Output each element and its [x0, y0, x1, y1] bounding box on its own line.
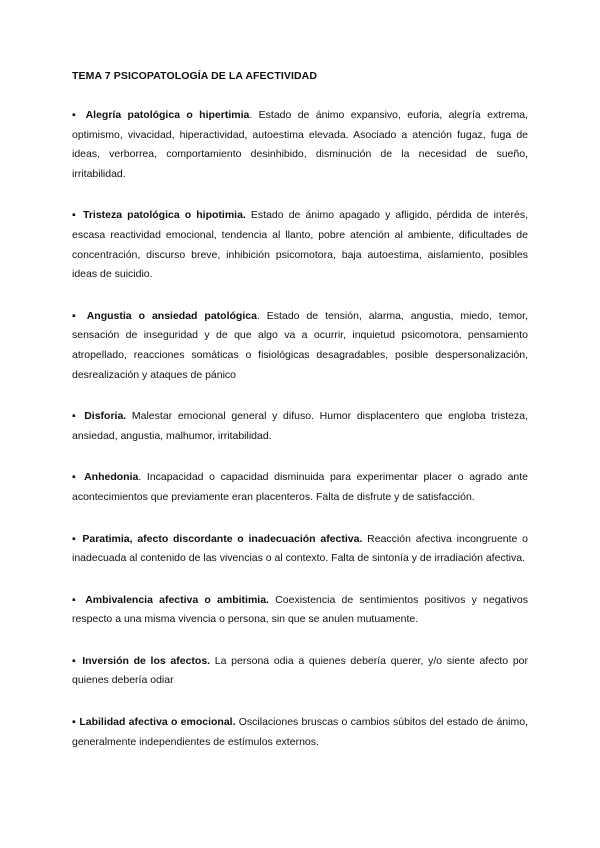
entry-text: La persona odia a quienes debería querer, y/o siente afecto por quienes debería odiar	[72, 654, 528, 687]
bullet-icon: ▪	[72, 109, 80, 121]
bullet-icon: ▪	[72, 716, 77, 729]
bullet-icon: ▪	[72, 209, 78, 222]
entry-labilidad	[72, 713, 528, 752]
bullet-icon: ▪	[72, 654, 78, 667]
bullet-icon: ▪	[72, 471, 79, 484]
entry-hipertimia	[72, 106, 528, 184]
entry-term: Anhedonia	[84, 471, 139, 484]
entry-term: Paratimia, afecto discordante o inadecuación afectiva.	[82, 532, 363, 545]
entry-text: Coexistencia de sentimientos positivos y negativos respecto a una misma vivencia o persona, sin que se anulen mutuamente.	[72, 593, 528, 626]
entry-term: Tristeza patológica o hipotimia.	[82, 209, 246, 222]
entry-term: Labilidad afectiva o emocional.	[79, 716, 236, 729]
entry-text: Oscilaciones bruscas o cambios súbitos del estado de ánimo, generalmente independientes de estímulos externos.	[72, 716, 528, 748]
entry-ambivalencia	[72, 591, 528, 630]
entry-text: Estado de ánimo apagado y afligido, pérdida de interés, escasa reactividad emocional, tendencia al llanto, pobre atención al ambiente, dificultades de concentración, discurso breve, inhibición psicomotora, baja autoestima, aislamiento, posibles ideas de suicidio.	[72, 209, 528, 281]
entry-hipotimia	[72, 206, 528, 284]
entry-text: . Estado de ánimo expansivo, euforia, alegría extrema, optimismo, vivacidad, hiperactividad, autoestima elevada. Asociado a atención fugaz, fuga de ideas, verborrea, comportamiento desinhibido, disminución de la necesidad de sueño, irritabilidad.	[72, 109, 528, 180]
entry-term: Alegría patológica o hipertimia	[85, 109, 250, 121]
entry-text: . Incapacidad o capacidad disminuida para experimentar placer o agrado ante acontecimientos que previamente eran placenteros. Falta de disfrute y de satisfacción.	[72, 471, 528, 503]
entry-disforia	[72, 407, 528, 446]
entry-inversion	[72, 652, 528, 691]
entry-text: Reacción afectiva incongruente o inadecuada al contenido de las vivencias o al contexto. Falta de sintonía y de irradiación afectiva.	[72, 532, 528, 565]
bullet-icon: ▪	[72, 410, 79, 423]
entry-text: . Estado de tensión, alarma, angustia, miedo, temor, sensación de inseguridad y de que algo va a ocurrir, inquietud psicomotora, pensamiento atropellado, reacciones somáticas o fisiológicas desagradables, posible despersonalización, desrealización y ataques de pánico	[72, 309, 528, 381]
entry-anhedonia	[72, 468, 528, 507]
bullet-icon: ▪	[72, 593, 80, 606]
entry-term: Angustia o ansiedad patológica	[86, 309, 257, 322]
document-title: TEMA 7 PSICOPATOLOGÍA DE LA AFECTIVIDAD	[72, 70, 318, 82]
entry-term: Ambivalencia afectiva o ambitimia.	[85, 593, 269, 606]
entry-term: Inversión de los afectos.	[82, 654, 211, 667]
bullet-icon: ▪	[72, 532, 78, 545]
entry-term: Disforia.	[84, 410, 127, 423]
entry-paratimia	[72, 530, 528, 569]
bullet-icon: ▪	[72, 309, 80, 322]
entry-angustia	[72, 307, 528, 385]
entry-text: Malestar emocional general y difuso. Humor displacentero que engloba tristeza, ansiedad, angustia, malhumor, irritabilidad.	[72, 410, 528, 442]
